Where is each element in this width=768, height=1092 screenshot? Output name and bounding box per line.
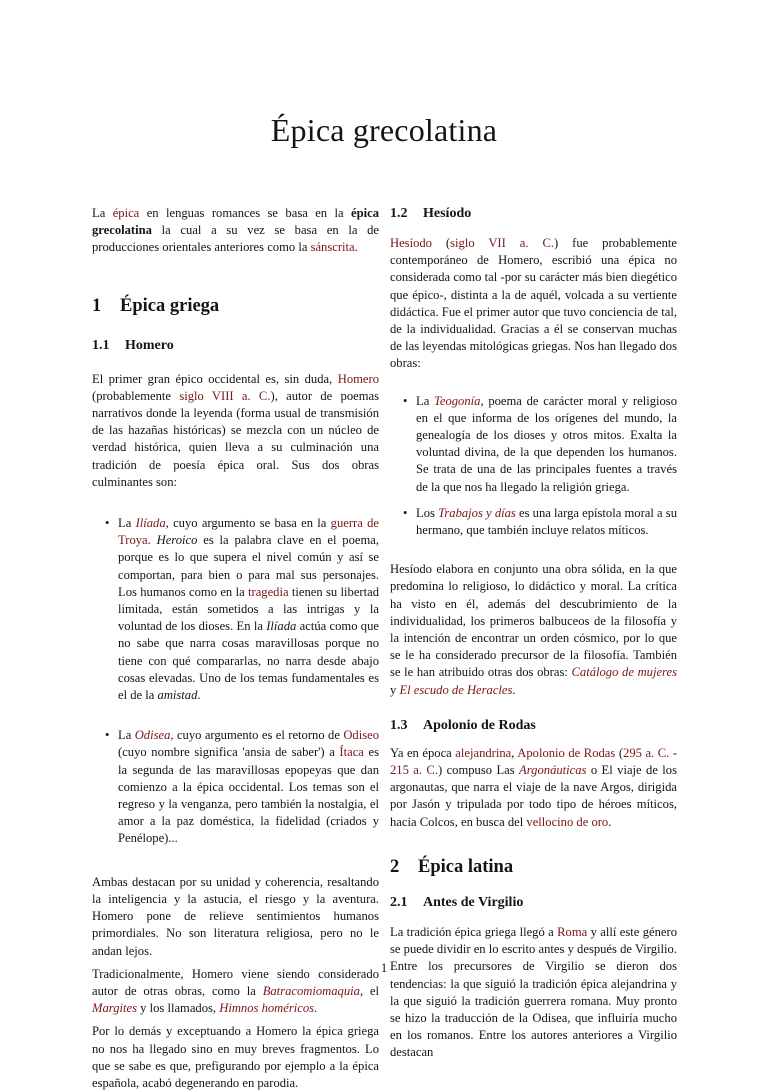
link-odisea[interactable]: Odisea,	[134, 728, 174, 743]
hesiodo-paragraph-2: Hesíodo elabora en conjunto una obra sólida, en la que predomina lo religioso, lo didáctico y moral. La crítica ha visto en él, además del descubrimiento de la individualidad, los primeros balbuceos de la filosofía y la intención de encontrar un orden cósmico, por lo que se le ha considerado precursor de la filosofía. También se le han atribuido otras dos obras: Catálogo de mujeres y El escudo de Heracles.	[390, 562, 677, 697]
link-vellocino-de-oro[interactable]: vellocino de oro	[526, 814, 609, 829]
link-margites[interactable]: Margites	[92, 1001, 138, 1016]
link-alejandrina[interactable]: alejandrina	[455, 745, 512, 760]
link-sanscrita[interactable]: sánscrita	[310, 240, 355, 255]
link-argonauticas[interactable]: Argonáuticas	[519, 763, 587, 778]
link-hesiodo[interactable]: Hesíodo	[390, 236, 432, 250]
link-trabajos-y-dias[interactable]: Trabajos y días	[438, 505, 516, 520]
link-siglo-vii[interactable]: siglo VII a. C.	[450, 236, 554, 250]
bullet-icon: •	[403, 505, 408, 520]
homero-works-list	[92, 515, 379, 848]
link-iliada[interactable]: Ilíada	[135, 516, 166, 531]
subsection-heading-hesiodo: 1.2 Hesíodo	[390, 206, 472, 221]
list-item-odisea: • La Odisea, cuyo argumento es el retorno de Odiseo (cuyo nombre significa 'ansia de saber') a Ítaca es la segunda de las maravillosas epopeyas que dan comienzo a la épica occidental. Los temas son el regreso y la venganza, pero también la nostalgia, el amor a la paz doméstica, la fidelidad (criados y Penélope)...	[105, 728, 380, 846]
link-siglo-viii[interactable]: siglo VIII a. C.	[179, 388, 271, 403]
link-tragedia[interactable]: tragedia	[248, 584, 289, 599]
homero-paragraph-3: Tradicionalmente, Homero viene siendo considerado autor de otras obras, como la Batracomiomaquia, el Margites y los llamados, Himnos homéricos.	[92, 966, 379, 1016]
right-column	[390, 205, 677, 1062]
link-catalogo-de-mujeres[interactable]: Catálogo de mujeres	[571, 665, 677, 680]
bullet-icon: •	[403, 393, 408, 408]
link-roma[interactable]: Roma	[557, 924, 588, 939]
link-odiseo[interactable]: Odiseo	[343, 728, 380, 743]
list-item-iliada: • La Ilíada, cuyo argumento se basa en la guerra de Troya. Heroico es la palabra clave en el poema, porque es lo que supera el nivel común y así se comportan, para bien o para mal sus personajes. Los humanos como en la tragedia tienen su libertad limitada, están sometidos a las intrigas y la voluntad de los dioses. En la Ilíada actúa como que no sabe que narra cosas maravillosas porque no tiene con qué compararlas, no narra desde abajo cosas elevadas. Uno de los temas fundamentales es el de la amistad.	[105, 516, 380, 703]
link-guerra-de-troya[interactable]: guerra de Troya	[118, 516, 379, 548]
list-item-teogonia: • La Teogonía, poema de carácter moral y religioso en el que informa de los orígenes del mundo, la genealogía de los dioses y otros mitos. Exalta la voluntad divina, de la que dependen los humanos. Se trata de una de las principales fuentes a través de la que nos ha llegado la religión griega.	[403, 393, 677, 494]
link-himnos-homericos[interactable]: Himnos homéricos	[219, 1001, 315, 1016]
homero-paragraph-4: Por lo demás y exceptuando a Homero la épica griega no nos ha llegado sino en muy breves fragmentos. Lo que se sabe es que, prefigurando por ejemplo a la épica española, acabó degenerando en parodia.	[92, 1024, 379, 1090]
left-column	[92, 205, 379, 1092]
link-apolonio-de-rodas[interactable]: Apolonio de Rodas	[517, 745, 616, 760]
bullet-icon: •	[105, 728, 110, 743]
list-item-trabajos: • Los Trabajos y días es una larga epístola moral a su hermano, que también incluye relatos míticos.	[403, 505, 677, 538]
homero-paragraph-1: El primer gran épico occidental es, sin duda, Homero (probablemente siglo VIII a. C.), autor de poemas narrativos donde la leyenda (forma usual de transmisión de las hazañas históricas) se mezcla con un núcleo de verdad histórica, quien lleva a su culminación una tradición de poesía épica oral. Sus dos obras culminantes son:	[92, 371, 379, 489]
hesiodo-paragraph-1: Hesíodo (siglo VII a. C.) fue probablemente contemporáneo de Homero, escribió una épica no considerada como tal -por su carácter más bien diegético que épico-, distinta a la de aquél, volcada a su vertiente didáctica. Fue el primer autor que tuvo conciencia de tal, de la individualidad. Gracias a él se conservan muchas de las leyendas mitológicas griegas. Nos han llegado dos obras:	[390, 236, 677, 371]
subsection-heading-homero: 1.1 Homero	[92, 337, 174, 353]
link-215-ac[interactable]: 215 a. C.	[390, 763, 438, 778]
bullet-icon: •	[105, 516, 110, 531]
homero-paragraph-2: Ambas destacan por su unidad y coherencia, resaltando la inteligencia y la astucia, el riesgo y la aventura. Homero pone de relieve sentimientos humanos primordiales. No son literatura religiosa, pero no le andan lejos.	[92, 874, 379, 958]
link-epica[interactable]: épica	[112, 206, 140, 220]
page-title: Épica grecolatina	[270, 112, 498, 148]
link-batracomiomaquia[interactable]: Batracomiomaquia	[262, 983, 360, 998]
hesiodo-works-list	[390, 393, 677, 540]
subsection-heading-apolonio: 1.3 Apolonio de Rodas	[390, 717, 536, 733]
link-295-ac[interactable]: 295 a. C.	[623, 745, 670, 760]
apolonio-paragraph: Ya en época alejandrina, Apolonio de Rodas (295 a. C. - 215 a. C.) compuso Las Argonáuticas o El viaje de los argonautas, que narra el viaje de la nave Argos, dirigida por Jasón y tripulada por todo tipo de héroes míticos, hacia Colcos, en busca del vellocino de oro.	[390, 745, 678, 829]
link-teogonia[interactable]: Teogonía	[434, 393, 481, 408]
page-number: 1	[380, 960, 388, 975]
intro-paragraph: La épica en lenguas romances se basa en la épica grecolatina la cual a su vez se basa en la de producciones orientales anteriores como la sánscrita.	[92, 206, 379, 255]
section-heading-epica-griega: 1 Épica griega	[92, 295, 220, 316]
link-escudo-de-heracles[interactable]: El escudo de Heracles	[399, 682, 513, 697]
section-heading-epica-latina: 2 Épica latina	[390, 856, 514, 877]
link-homero[interactable]: Homero	[337, 371, 379, 386]
link-itaca[interactable]: Ítaca	[339, 745, 364, 760]
subsection-heading-antes-de-virgilio: 2.1 Antes de Virgilio	[390, 894, 524, 910]
virgilio-paragraph: La tradición épica griega llegó a Roma y allí este género se puede dividir en lo escrito antes y después de Virgilio. Entre los precursores de Virgilio se dieron dos tendencias: la que siguió la tradición épica alejandrina y la que siguió la tradición guerrera romana. Muy pronto se hizo la traducción de la Odisea, que influiría mucho en los romanos. Entre los autores anteriores a Virgilio destacan	[390, 924, 677, 1060]
